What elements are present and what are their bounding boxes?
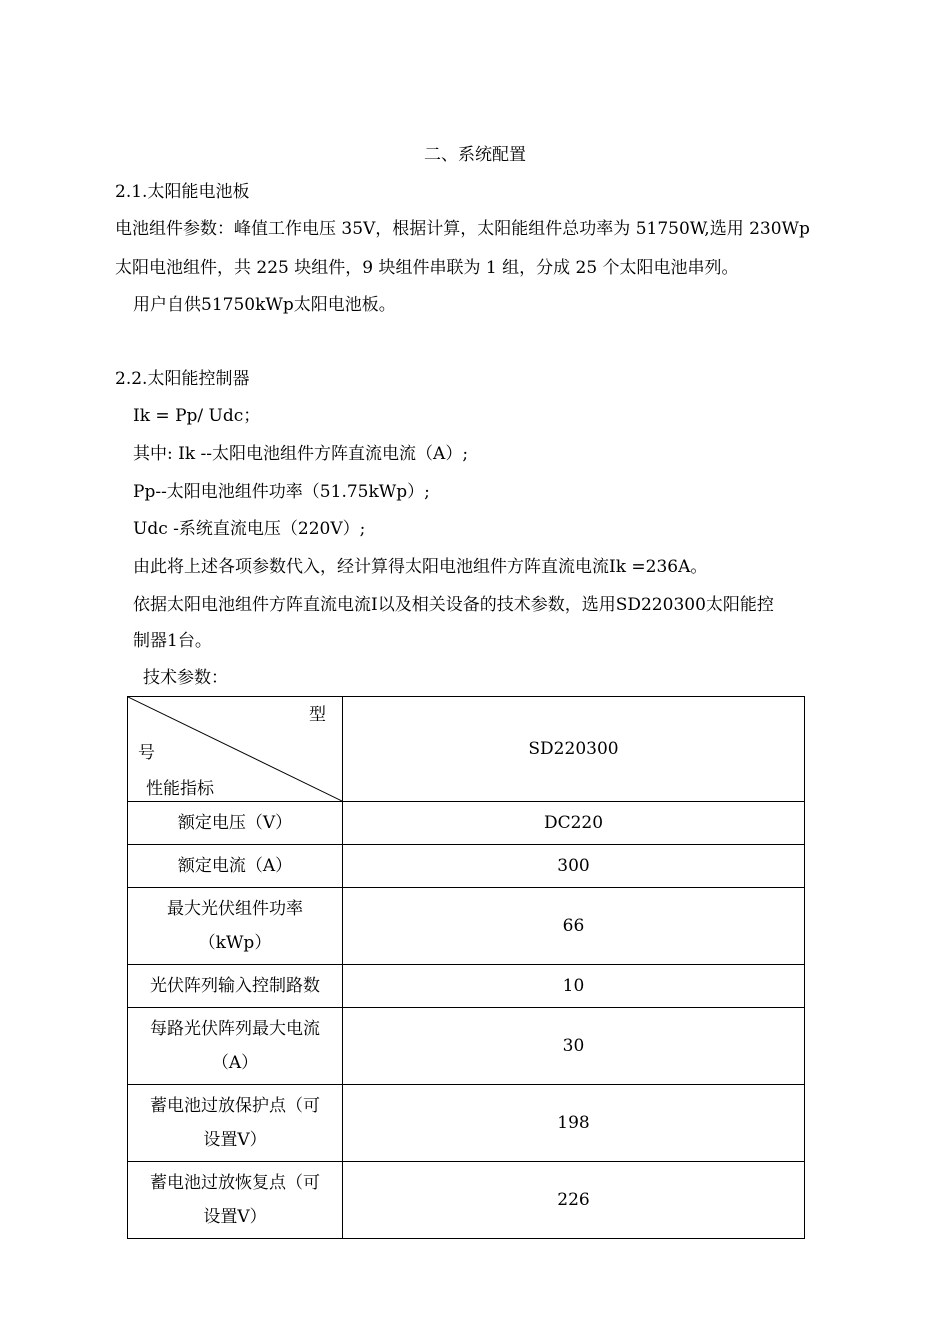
row-value: 226 (343, 1162, 805, 1239)
row-label: 最大光伏组件功率 （kWp） (128, 888, 343, 965)
row-value: DC220 (343, 802, 805, 845)
row-label: 蓄电池过放保护点（可 设置V） (128, 1085, 343, 1162)
heading-solar-panel: 2.1.太阳能电池板 (115, 182, 250, 202)
row-value: 10 (343, 965, 805, 1008)
selection-line: 依据太阳电池组件方阵直流电流I以及相关设备的技术参数，选用SD220300太阳能控 (133, 595, 774, 615)
header-model-label-top: 型 (309, 705, 326, 725)
table-header-row (128, 697, 805, 802)
model-name-cell: SD220300 (343, 697, 805, 802)
calculation-result: 由此将上述各项参数代入，经计算得太阳电池组件方阵直流电流Ik =236A。 (133, 557, 708, 577)
row-label: 额定电流（A） (128, 845, 343, 888)
definition-pp: Pp--太阳电池组件功率（51.75kWp）; (133, 482, 430, 502)
tech-params-label: 技术参数： (143, 668, 228, 688)
table-row (128, 888, 805, 965)
row-label: 光伏阵列输入控制路数 (128, 965, 343, 1008)
row-label: 每路光伏阵列最大电流 （A） (128, 1008, 343, 1085)
table-row (128, 1008, 805, 1085)
formula-line: Ik = Pp/ Udc； (133, 406, 261, 426)
row-value: 66 (343, 888, 805, 965)
selection-line: 制器1台。 (133, 631, 212, 651)
row-value: 30 (343, 1008, 805, 1085)
header-model-label-bottom: 号 (138, 743, 155, 763)
table-row (128, 1162, 805, 1239)
diagonal-header-cell (128, 697, 343, 802)
row-label: 额定电压（V） (128, 802, 343, 845)
paragraph-line: 电池组件参数：峰值工作电压 35V，根据计算，太阳能组件总功率为 51750W,选用 230Wp (115, 219, 810, 239)
header-metric-label: 性能指标 (146, 779, 214, 799)
spec-table (127, 696, 805, 1239)
table-row (128, 845, 805, 888)
paragraph-line: 太阳电池组件，共 225 块组件，9 块组件串联为 1 组，分成 25 个太阳电池串列。 (115, 258, 739, 278)
section-title: 二、系统配置 (424, 145, 526, 165)
paragraph-line: 用户自供51750kWp太阳电池板。 (133, 295, 396, 315)
heading-solar-controller: 2.2.太阳能控制器 (115, 369, 250, 389)
table-row (128, 1085, 805, 1162)
definition-udc: Udc -系统直流电压（220V）; (133, 519, 366, 539)
definition-ik: 其中: Ik --太阳电池组件方阵直流电流（A）; (133, 444, 469, 464)
table-row (128, 802, 805, 845)
row-value: 198 (343, 1085, 805, 1162)
row-value: 300 (343, 845, 805, 888)
table-row (128, 965, 805, 1008)
row-label: 蓄电池过放恢复点（可 设置V） (128, 1162, 343, 1239)
